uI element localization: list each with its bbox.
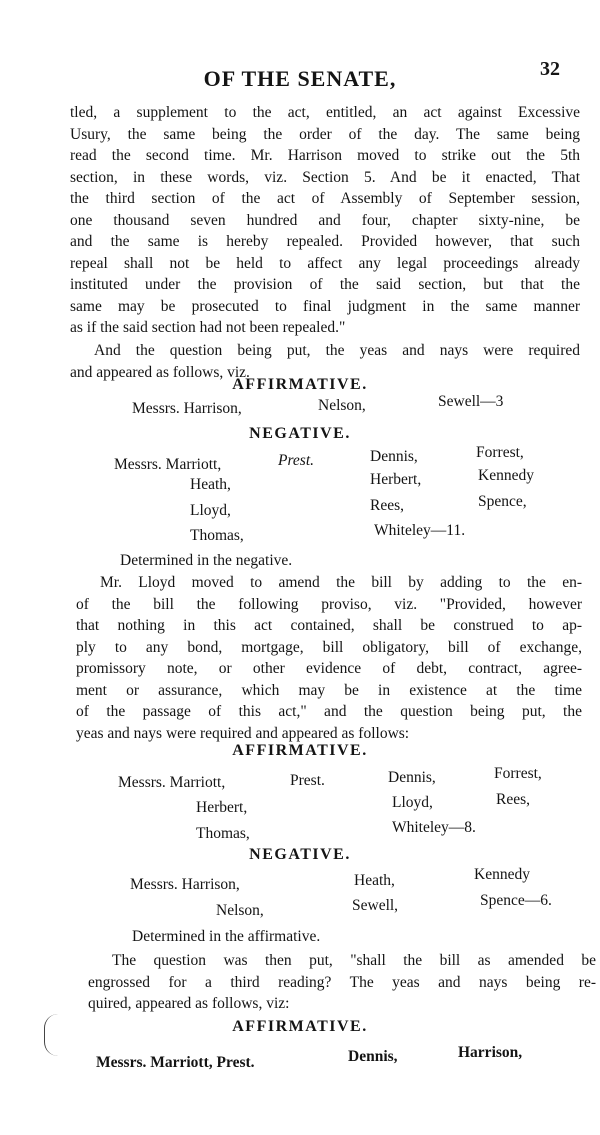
- text-line: of the bill the following proviso, viz. "Provided, however: [76, 595, 582, 613]
- text-line: Usury, the same being the order of the day. The same being: [70, 125, 580, 143]
- vote3-affirmative-name: Harrison,: [458, 1044, 523, 1061]
- text-line: instituted under the provision of the said section, but that the: [70, 276, 580, 293]
- text-line: promissory note, or other evidence of debt, contract, agree-: [76, 660, 582, 677]
- text-line: the third section of the act of Assembly of September session,: [70, 190, 580, 207]
- text-line: ply to any bond, mortgage, bill obligatory, bill of exchange,: [76, 638, 582, 656]
- vote1-negative-heading: NEGATIVE.: [249, 425, 351, 442]
- vote2-negative-name: Messrs. Harrison,: [130, 876, 240, 893]
- vote2-affirmative-name: Rees,: [496, 791, 531, 808]
- vote1-affirmative-heading: AFFIRMATIVE.: [232, 376, 368, 393]
- vote1-negative-name: Rees,: [370, 497, 405, 514]
- paragraph-supplement-usury: [70, 102, 580, 339]
- vote2-affirmative-name: Messrs. Marriott,: [118, 774, 226, 791]
- text-line: quired, appeared as follows, viz:: [88, 995, 290, 1012]
- text-line: one thousand seven hundred and four, chapter sixty-nine, be: [70, 211, 580, 229]
- vote2-affirmative-name: Prest.: [290, 772, 325, 789]
- text-line: Mr. Lloyd moved to amend the bill by adding to the en-: [100, 574, 582, 591]
- vote1-negative-name: Heath,: [190, 476, 231, 493]
- page-header-title: OF THE SENATE,: [203, 66, 397, 91]
- vote1-negative-name: Prest.: [278, 452, 315, 469]
- vote3-affirmative-heading: AFFIRMATIVE.: [232, 1018, 368, 1035]
- vote1-affirmative-name: Messrs. Harrison,: [132, 400, 242, 417]
- vote2-affirmative-heading: AFFIRMATIVE.: [232, 742, 368, 759]
- vote2-negative-heading: NEGATIVE.: [249, 846, 351, 863]
- vote3-affirmative-name: Dennis,: [348, 1048, 398, 1065]
- vote2-negative-name: Spence—6.: [480, 892, 552, 909]
- text-line: yeas and nays were required and appeared as follows:: [76, 724, 410, 742]
- margin-scan-mark: [44, 1014, 59, 1056]
- vote1-negative-name: Lloyd,: [190, 502, 231, 519]
- vote2-affirmative-name: Herbert,: [196, 799, 248, 816]
- vote2-affirmative-name: Lloyd,: [392, 794, 433, 811]
- vote1-negative-name: Herbert,: [370, 471, 422, 488]
- text-line: that nothing in this act contained, shall be construed to ap-: [76, 617, 582, 634]
- page-number: 32: [540, 58, 560, 80]
- vote2-affirmative-name: Forrest,: [494, 765, 542, 782]
- text-line: and appeared as follows, viz.: [70, 363, 250, 381]
- text-line: section, in these words, viz. Section 5. And be it enacted, That: [70, 168, 580, 186]
- vote2-negative-name: Sewell,: [352, 897, 399, 914]
- vote1-negative-name: Kennedy: [478, 467, 534, 484]
- vote1-negative-name: Messrs. Marriott,: [114, 456, 222, 473]
- vote1-negative-name: Forrest,: [476, 444, 524, 461]
- paragraph-third-reading: [88, 950, 596, 1015]
- text-line: engrossed for a third reading? The yeas and nays being re-: [88, 973, 596, 991]
- text-line: read the second time. Mr. Harrison moved to strike out the 5th: [70, 147, 580, 164]
- vote3-affirmative-name: Messrs. Marriott, Prest.: [96, 1054, 255, 1071]
- vote1-affirmative-name: Nelson,: [318, 397, 366, 414]
- vote1-result: Determined in the negative.: [120, 552, 293, 569]
- text-line: The question was then put, "shall the bill as amended be: [112, 952, 596, 969]
- vote1-negative-name: Whiteley—11.: [374, 522, 466, 539]
- vote1-affirmative-name: Sewell—3: [438, 393, 504, 410]
- text-line: and the same is hereby repealed. Provided however, that such: [70, 233, 580, 250]
- vote2-negative-name: Heath,: [354, 872, 395, 889]
- vote2-negative-name: Kennedy: [474, 866, 530, 883]
- vote2-affirmative-name: Thomas,: [196, 825, 250, 842]
- text-line: And the question being put, the yeas and nays were required: [94, 342, 580, 359]
- text-line: same may be prosecuted to final judgment in the same manner: [70, 297, 580, 315]
- paragraph-lloyd-proviso: [76, 572, 582, 744]
- vote1-negative-name: Spence,: [478, 493, 527, 510]
- vote2-affirmative-name: Dennis,: [388, 769, 436, 786]
- vote2-negative-name: Nelson,: [216, 902, 264, 919]
- text-line: ment or assurance, which may be in existence at the time: [76, 681, 582, 699]
- text-line: as if the said section had not been repealed.": [70, 319, 346, 336]
- text-line: repeal shall not be held to affect any legal proceedings already: [70, 254, 580, 272]
- vote1-negative-name: Thomas,: [190, 527, 244, 544]
- text-line: of the passage of this act," and the question being put, the: [76, 703, 582, 720]
- text-line: tled, a supplement to the act, entitled, an act against Excessive: [70, 104, 580, 121]
- vote2-result: Determined in the affirmative.: [132, 928, 321, 945]
- vote1-negative-name: Dennis,: [370, 448, 418, 465]
- vote2-affirmative-name: Whiteley—8.: [392, 819, 476, 836]
